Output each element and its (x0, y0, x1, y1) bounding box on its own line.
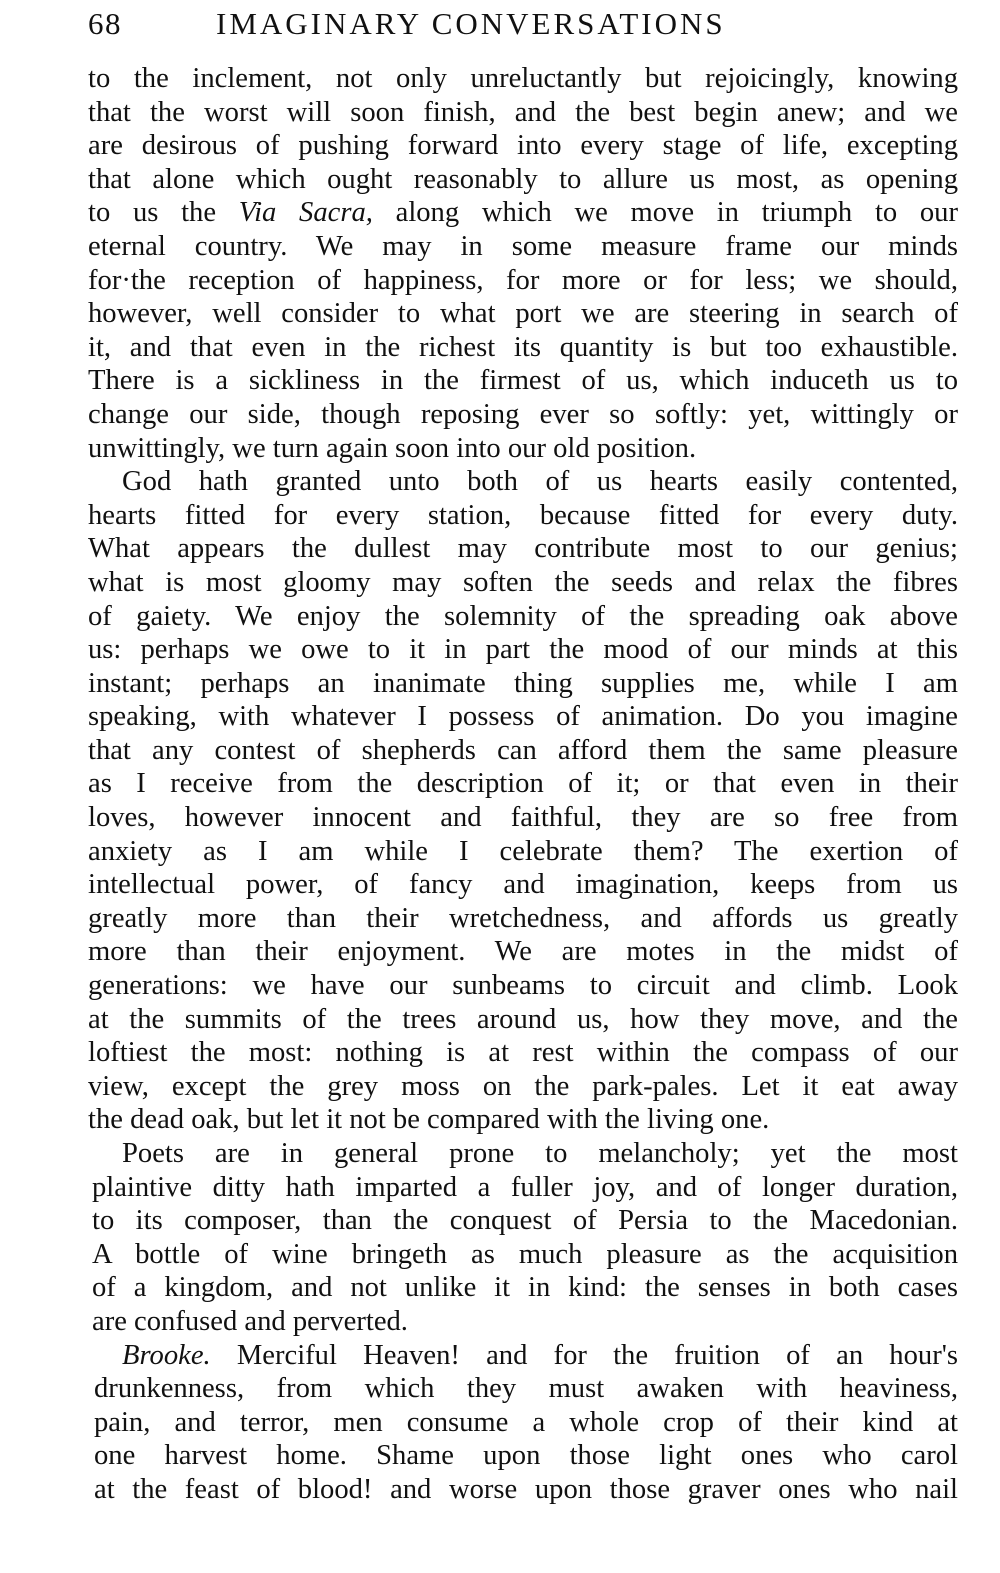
page-number: 68 (88, 6, 122, 41)
text-line: loftiest the most: nothing is at rest within the compass of our (88, 1037, 958, 1069)
text-line-with-italic (88, 196, 958, 230)
text-line: greatly more than their wretchedness, and affords us greatly (88, 902, 958, 934)
text-line-with-speaker (88, 1339, 958, 1373)
text-fragment: along which we move in triumph to our (395, 197, 958, 229)
text-line: eternal country. We may in some measure frame our minds (88, 230, 958, 262)
text-line: are desirous of pushing forward into every stage of life, excepting (88, 130, 958, 162)
text-line: plaintive ditty hath imparted a fuller joy, and of longer duration, (92, 1171, 958, 1203)
text-line: as I receive from the description of it; or that even in their (88, 768, 958, 800)
text-line: There is a sickliness in the firmest of us, which induceth us to (88, 365, 958, 397)
text-line: however, well consider to what port we are steering in search of (88, 298, 958, 330)
text-line: that alone which ought reasonably to allure us most, as opening (88, 163, 958, 195)
text-line: what is most gloomy may soften the seeds and relax the fibres (88, 566, 958, 598)
italic-phrase: Via Sacra, (238, 197, 373, 229)
text-line: intellectual power, of fancy and imagination, keeps from us (88, 869, 958, 901)
text-line: loves, however innocent and faithful, they are so free from (88, 802, 958, 834)
text-line: the dead oak, but let it not be compared with the living one. (88, 1104, 770, 1136)
text-line: drunkenness, from which they must awaken with heaviness, (94, 1373, 958, 1405)
text-line: that any contest of shepherds can afford them the same pleasure (88, 734, 958, 766)
text-line: view, except the grey moss on the park-pales. Let it eat away (88, 1070, 958, 1102)
text-line: generations: we have our sunbeams to circuit and climb. Look (88, 970, 958, 1002)
text-line: anxiety as I am while I celebrate them? The exertion of (88, 835, 958, 867)
text-line: one harvest home. Shame upon those light ones who carol (94, 1440, 958, 1472)
text-line: hearts fitted for every station, because fitted for every duty. (88, 499, 958, 531)
text-line: Poets are in general prone to melancholy; yet the most (122, 1138, 958, 1169)
text-line: unwittingly, we turn again soon into our old position. (88, 432, 697, 464)
text-line: it, and that even in the richest its quantity is but too exhaustible. (88, 331, 958, 363)
paragraph-3 (88, 1137, 958, 1339)
text-line: are confused and perverted. (92, 1305, 408, 1337)
text-line: of a kingdom, and not unlike it in kind: the senses in both cases (92, 1272, 958, 1304)
speaker-name: Brooke. (122, 1339, 211, 1371)
text-line: pain, and terror, men consume a whole crop of their kind at (94, 1406, 958, 1438)
text-line: at the summits of the trees around us, how they move, and the (88, 1003, 958, 1035)
text-line: to the inclement, not only unreluctantly but rejoicingly, knowing (88, 63, 958, 94)
text-line: What appears the dullest may contribute most to our genius; (88, 533, 958, 565)
body-text (88, 62, 958, 1507)
running-head (88, 2, 958, 46)
text-line: at the feast of blood! and worse upon those graver ones who nail (94, 1473, 958, 1505)
text-line: instant; perhaps an inanimate thing supplies me, while I am (88, 667, 958, 699)
text-line: to its composer, than the conquest of Persia to the Macedonian. (92, 1205, 958, 1237)
text-line: that the worst will soon finish, and the best begin anew; and we (88, 96, 958, 128)
text-line: more than their enjoyment. We are motes in the midst of (88, 936, 958, 968)
text-line: speaking, with whatever I possess of animation. Do you imagine (88, 701, 958, 733)
text-line: God hath granted unto both of us hearts easily contented, (122, 466, 958, 498)
text-fragment: to us the (88, 197, 217, 229)
text-line: us: perhaps we owe to it in part the mood of our minds at this (88, 634, 958, 666)
paragraph-2 (88, 465, 958, 1137)
text-line: A bottle of wine bringeth as much pleasure as the acquisition (92, 1238, 958, 1270)
text-fragment: Merciful Heaven! and for the fruition of an hour's (236, 1339, 958, 1371)
book-title: IMAGINARY CONVERSATIONS (216, 6, 726, 41)
text-line: for·the reception of happiness, for more or for less; we should, (88, 264, 958, 296)
paragraph-4 (88, 1339, 958, 1507)
paragraph-1 (88, 62, 958, 465)
text-line: change our side, though reposing ever so softly: yet, wittingly or (88, 398, 958, 430)
text-line: of gaiety. We enjoy the solemnity of the spreading oak above (88, 600, 958, 632)
